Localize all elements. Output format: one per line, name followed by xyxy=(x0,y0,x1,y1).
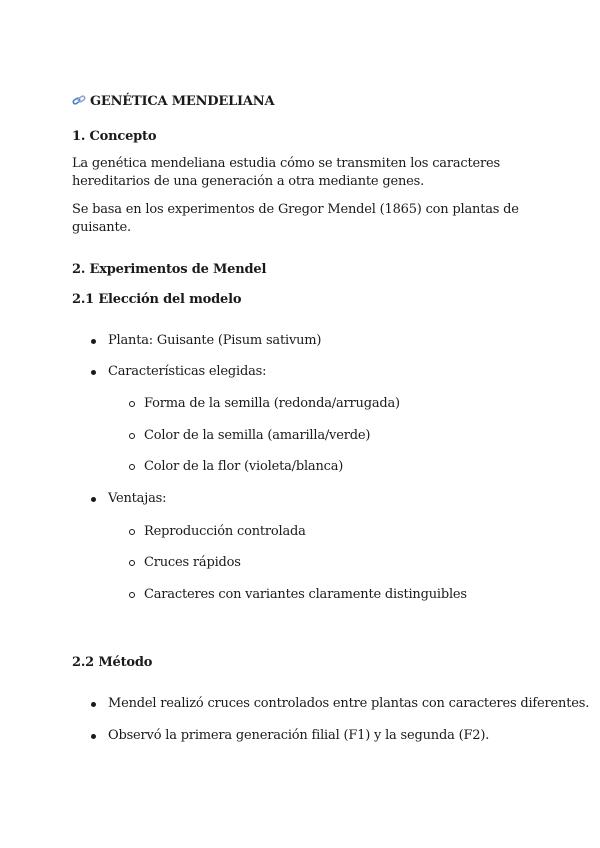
list-item: Forma de la semilla (redonda/arrugada) xyxy=(144,396,400,411)
link-icon xyxy=(72,94,87,111)
section-heading-experimentos: 2. Experimentos de Mendel xyxy=(72,262,267,277)
list-item: Caracteres con variantes claramente distinguibles xyxy=(144,587,467,602)
list-item: Color de la semilla (amarilla/verde) xyxy=(144,428,371,443)
concepto-paragraph-1: La genética mendeliana estudia cómo se transmiten los caracteres hereditarios de una generación a otra mediante genes. xyxy=(72,156,500,189)
list-item: Características elegidas: xyxy=(108,364,267,379)
list-item: Color de la flor (violeta/blanca) xyxy=(144,459,344,474)
list-item: Ventajas: xyxy=(108,491,167,506)
list-item: Observó la primera generación filial (F1) y la segunda (F2). xyxy=(108,728,490,743)
list-item: Mendel realizó cruces controlados entre plantas con caracteres diferentes. xyxy=(108,696,590,711)
list-item: Reproducción controlada xyxy=(144,524,306,539)
document-title-text: GENÉTICA MENDELIANA xyxy=(90,94,275,109)
section-heading-concepto: 1. Concepto xyxy=(72,129,157,144)
list-item: Planta: Guisante (Pisum sativum) xyxy=(108,333,322,348)
subsection-heading-metodo: 2.2 Método xyxy=(72,655,153,670)
subsection-heading-eleccion: 2.1 Elección del modelo xyxy=(72,292,242,307)
concepto-paragraph-2: Se basa en los experimentos de Gregor Mendel (1865) con plantas de guisante. xyxy=(72,202,519,235)
list-item: Cruces rápidos xyxy=(144,555,241,570)
document-title xyxy=(72,94,274,111)
